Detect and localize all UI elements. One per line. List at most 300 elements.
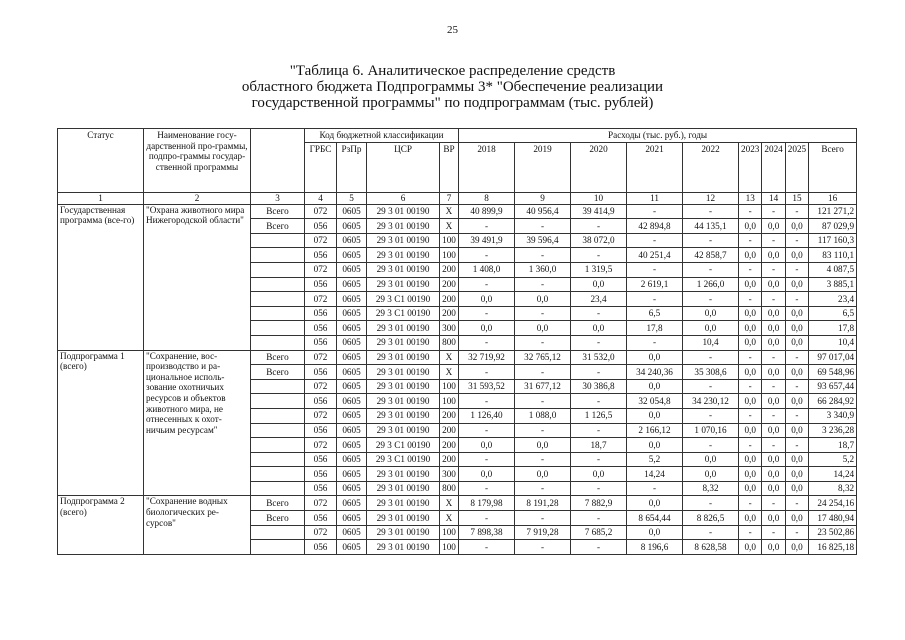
year-value-cell: - [459,394,515,409]
year-value-cell: - [683,379,739,394]
rzpr-cell: 0605 [337,277,367,292]
column-number: 2 [144,192,251,204]
year-value-cell: 0,0 [762,511,785,526]
column-number: 5 [337,192,367,204]
vr-cell: 100 [440,379,459,394]
header-year: 2019 [515,142,571,192]
year-value-cell: - [515,335,571,350]
year-value-cell: - [627,292,683,307]
year-value-cell: - [739,525,762,540]
year-value-cell: - [459,248,515,263]
header-name: Наименование госу-дарственной про-граммы, подпро-граммы государ-ственной программы [144,129,251,193]
year-value-cell: - [459,481,515,496]
year-value-cell: 7 685,2 [571,525,627,540]
year-value-cell: - [762,262,785,277]
rzpr-cell: 0605 [337,438,367,453]
vr-cell: 800 [440,335,459,350]
year-value-cell: 0,0 [785,365,808,380]
header-year: 2022 [683,142,739,192]
total-cell: 17,8 [809,321,857,336]
grbs-cell: 072 [305,292,337,307]
year-value-cell: - [762,233,785,248]
year-value-cell: 0,0 [762,467,785,482]
year-value-cell: - [515,511,571,526]
column-number: 9 [515,192,571,204]
csr-cell: 29 3 С1 00190 [367,438,440,453]
csr-cell: 29 3 01 00190 [367,525,440,540]
type-cell [251,233,305,248]
year-value-cell: 0,0 [762,277,785,292]
csr-cell: 29 3 01 00190 [367,233,440,248]
rzpr-cell: 0605 [337,394,367,409]
year-value-cell: 17,8 [627,321,683,336]
year-value-cell: 40 956,4 [515,204,571,219]
rzpr-cell: 0605 [337,452,367,467]
year-value-cell: 32 054,8 [627,394,683,409]
year-value-cell: - [739,496,762,511]
year-value-cell: 0,0 [762,335,785,350]
year-value-cell: - [683,350,739,365]
vr-cell: 800 [440,481,459,496]
rzpr-cell: 0605 [337,219,367,234]
vr-cell: X [440,496,459,511]
year-value-cell: 0,0 [785,219,808,234]
column-number: 8 [459,192,515,204]
table-body [58,204,857,554]
csr-cell: 29 3 01 00190 [367,467,440,482]
grbs-cell: 056 [305,365,337,380]
year-value-cell: 0,0 [785,248,808,263]
year-value-cell: - [683,292,739,307]
column-number: 4 [305,192,337,204]
title-line-3: государственной программы" по подпрограммам (тыс. рублей) [251,95,654,111]
csr-cell: 29 3 01 00190 [367,481,440,496]
year-value-cell: - [785,262,808,277]
vr-cell: 100 [440,540,459,555]
header-year: 2025 [785,142,808,192]
year-value-cell: - [785,233,808,248]
year-value-cell: - [762,350,785,365]
rzpr-cell: 0605 [337,204,367,219]
page-number: 25 [447,24,458,36]
year-value-cell: - [515,423,571,438]
year-value-cell: 0,0 [683,452,739,467]
year-value-cell: 0,0 [762,365,785,380]
year-value-cell: 1 360,0 [515,262,571,277]
csr-cell: 29 3 01 00190 [367,379,440,394]
status-cell: Государственная программа (все-го) [58,204,144,350]
total-cell: 17 480,94 [809,511,857,526]
year-value-cell: - [739,438,762,453]
year-value-cell: - [739,292,762,307]
year-value-cell: 30 386,8 [571,379,627,394]
year-value-cell: - [785,379,808,394]
year-value-cell: 0,0 [515,292,571,307]
header-status: Статус [58,129,144,193]
rzpr-cell: 0605 [337,292,367,307]
year-value-cell: - [762,292,785,307]
year-value-cell: 0,0 [762,423,785,438]
rzpr-cell: 0605 [337,423,367,438]
type-cell [251,262,305,277]
year-value-cell: 0,0 [785,467,808,482]
year-value-cell: - [571,511,627,526]
year-value-cell: 1 070,16 [683,423,739,438]
rzpr-cell: 0605 [337,511,367,526]
rzpr-cell: 0605 [337,335,367,350]
year-value-cell: 0,0 [459,467,515,482]
vr-cell: 200 [440,452,459,467]
year-value-cell: - [683,233,739,248]
year-value-cell: - [785,350,808,365]
year-value-cell: 0,0 [627,496,683,511]
year-value-cell: - [515,248,571,263]
year-value-cell: 0,0 [739,365,762,380]
year-value-cell: - [762,525,785,540]
grbs-cell: 072 [305,350,337,365]
vr-cell: X [440,350,459,365]
year-value-cell: - [762,204,785,219]
year-value-cell: - [683,525,739,540]
year-value-cell: - [785,204,808,219]
vr-cell: 200 [440,423,459,438]
year-value-cell: 0,0 [785,540,808,555]
rzpr-cell: 0605 [337,481,367,496]
year-value-cell: 0,0 [739,452,762,467]
year-value-cell: - [762,379,785,394]
year-value-cell: 8 654,44 [627,511,683,526]
header-bk-code: Код бюджетной классификации [305,129,459,143]
type-cell [251,394,305,409]
csr-cell: 29 3 01 00190 [367,408,440,423]
vr-cell: 200 [440,277,459,292]
year-value-cell: 34 240,36 [627,365,683,380]
rzpr-cell: 0605 [337,467,367,482]
column-number: 14 [762,192,785,204]
rzpr-cell: 0605 [337,408,367,423]
rzpr-cell: 0605 [337,306,367,321]
year-value-cell: 0,0 [515,321,571,336]
year-value-cell: 0,0 [571,467,627,482]
year-value-cell: 40 251,4 [627,248,683,263]
header-year: 2023 [739,142,762,192]
column-number: 7 [440,192,459,204]
program-name-cell: "Охрана животного мира Нижегородской области" [144,204,251,350]
rzpr-cell: 0605 [337,248,367,263]
total-cell: 3 340,9 [809,408,857,423]
csr-cell: 29 3 01 00190 [367,204,440,219]
csr-cell: 29 3 01 00190 [367,394,440,409]
header-rzpr: РзПр [337,142,367,192]
header-year: 2024 [762,142,785,192]
total-cell: 3 885,1 [809,277,857,292]
status-cell: Подпрограмма 2 (всего) [58,496,144,554]
year-value-cell: 0,0 [571,321,627,336]
year-value-cell: 0,0 [459,292,515,307]
year-value-cell: - [627,233,683,248]
csr-cell: 29 3 01 00190 [367,321,440,336]
total-cell: 69 548,96 [809,365,857,380]
grbs-cell: 056 [305,481,337,496]
year-value-cell: 34 230,12 [683,394,739,409]
year-value-cell: - [785,525,808,540]
vr-cell: 300 [440,467,459,482]
year-value-cell: 0,0 [571,277,627,292]
vr-cell: 200 [440,292,459,307]
csr-cell: 29 3 01 00190 [367,335,440,350]
type-cell [251,379,305,394]
year-value-cell: 0,0 [785,277,808,292]
total-cell: 6,5 [809,306,857,321]
type-cell [251,335,305,350]
total-cell: 4 087,5 [809,262,857,277]
type-cell: Всего [251,350,305,365]
year-value-cell: - [459,511,515,526]
title-line-2: областного бюджета Подпрограммы 3* "Обеспечение реализации [241,79,664,95]
year-value-cell: - [739,379,762,394]
year-value-cell: - [785,496,808,511]
year-value-cell: - [739,408,762,423]
year-value-cell: - [515,277,571,292]
year-value-cell: 0,0 [762,481,785,496]
type-cell [251,306,305,321]
year-value-cell: 8 826,5 [683,511,739,526]
year-value-cell: - [515,481,571,496]
year-value-cell: 8 191,28 [515,496,571,511]
year-value-cell: 0,0 [515,467,571,482]
year-value-cell: - [571,335,627,350]
year-value-cell: 0,0 [739,277,762,292]
year-value-cell: 42 858,7 [683,248,739,263]
year-value-cell: 0,0 [739,481,762,496]
column-number: 6 [367,192,440,204]
year-value-cell: - [515,219,571,234]
rzpr-cell: 0605 [337,350,367,365]
year-value-cell: 0,0 [739,511,762,526]
grbs-cell: 056 [305,306,337,321]
csr-cell: 29 3 01 00190 [367,423,440,438]
year-value-cell: - [571,394,627,409]
csr-cell: 29 3 С1 00190 [367,452,440,467]
rzpr-cell: 0605 [337,379,367,394]
year-value-cell: - [515,540,571,555]
year-value-cell: 0,0 [762,452,785,467]
vr-cell: 200 [440,408,459,423]
vr-cell: 300 [440,321,459,336]
year-value-cell: - [571,248,627,263]
total-cell: 3 236,28 [809,423,857,438]
rzpr-cell: 0605 [337,525,367,540]
year-value-cell: 0,0 [785,321,808,336]
grbs-cell: 056 [305,467,337,482]
year-value-cell: 0,0 [762,321,785,336]
year-value-cell: 0,0 [739,219,762,234]
year-value-cell: 0,0 [785,481,808,496]
year-value-cell: 0,0 [627,379,683,394]
header-vr: ВР [440,142,459,192]
year-value-cell: 0,0 [785,306,808,321]
year-value-cell: - [459,306,515,321]
year-value-cell: 1 319,5 [571,262,627,277]
grbs-cell: 072 [305,525,337,540]
vr-cell: 100 [440,394,459,409]
year-value-cell: - [739,204,762,219]
year-value-cell: - [683,204,739,219]
year-value-cell: - [627,262,683,277]
year-value-cell: - [571,452,627,467]
year-value-cell: - [571,306,627,321]
year-value-cell: - [571,219,627,234]
year-value-cell: - [762,438,785,453]
grbs-cell: 056 [305,394,337,409]
year-value-cell: 8 179,98 [459,496,515,511]
year-value-cell: - [515,452,571,467]
year-value-cell: - [459,219,515,234]
year-value-cell: - [459,540,515,555]
rzpr-cell: 0605 [337,262,367,277]
program-name-cell: "Сохранение водных биологических ре-сурсов" [144,496,251,554]
total-cell: 121 271,2 [809,204,857,219]
year-value-cell: - [459,365,515,380]
year-value-cell: - [459,452,515,467]
column-number: 11 [627,192,683,204]
column-number: 13 [739,192,762,204]
year-value-cell: 18,7 [571,438,627,453]
total-cell: 117 160,3 [809,233,857,248]
year-value-cell: 42 894,8 [627,219,683,234]
year-value-cell: 31 532,0 [571,350,627,365]
year-value-cell: - [785,292,808,307]
year-value-cell: 8 196,6 [627,540,683,555]
total-cell: 97 017,04 [809,350,857,365]
year-value-cell: 2 166,12 [627,423,683,438]
grbs-cell: 072 [305,379,337,394]
year-value-cell: - [515,306,571,321]
year-value-cell: 35 308,6 [683,365,739,380]
year-value-cell: 0,0 [739,321,762,336]
rzpr-cell: 0605 [337,321,367,336]
year-value-cell: 10,4 [683,335,739,350]
year-value-cell: - [571,423,627,438]
year-value-cell: 7 882,9 [571,496,627,511]
type-cell [251,452,305,467]
table-row [58,350,857,365]
csr-cell: 29 3 01 00190 [367,219,440,234]
year-value-cell: 0,0 [627,438,683,453]
year-value-cell: 0,0 [785,335,808,350]
year-value-cell: - [571,481,627,496]
year-value-cell: 0,0 [459,438,515,453]
vr-cell: X [440,365,459,380]
rzpr-cell: 0605 [337,365,367,380]
year-value-cell: - [459,335,515,350]
year-value-cell: 32 765,12 [515,350,571,365]
grbs-cell: 056 [305,248,337,263]
column-number: 1 [58,192,144,204]
year-value-cell: 0,0 [739,423,762,438]
budget-table [57,128,857,555]
year-value-cell: 31 677,12 [515,379,571,394]
header-year: 2021 [627,142,683,192]
grbs-cell: 056 [305,321,337,336]
column-number: 3 [251,192,305,204]
table-row [58,496,857,511]
grbs-cell: 056 [305,335,337,350]
year-value-cell: - [683,496,739,511]
year-value-cell: - [571,540,627,555]
year-value-cell: - [627,335,683,350]
grbs-cell: 056 [305,540,337,555]
total-cell: 14,24 [809,467,857,482]
total-cell: 23 502,86 [809,525,857,540]
status-cell: Подпрограмма 1 (всего) [58,350,144,496]
year-value-cell: - [571,365,627,380]
year-value-cell: 7 898,38 [459,525,515,540]
type-cell: Всего [251,204,305,219]
year-value-cell: - [627,204,683,219]
year-value-cell: 7 919,28 [515,525,571,540]
year-value-cell: 0,0 [515,438,571,453]
column-number-row [58,192,857,204]
year-value-cell: 23,4 [571,292,627,307]
year-value-cell: 0,0 [739,394,762,409]
grbs-cell: 072 [305,233,337,248]
total-cell: 18,7 [809,438,857,453]
csr-cell: 29 3 С1 00190 [367,306,440,321]
year-value-cell: 0,0 [627,408,683,423]
year-value-cell: 32 719,92 [459,350,515,365]
title-line-1: "Таблица 6. Аналитическое распределение средств [289,63,616,79]
csr-cell: 29 3 С1 00190 [367,292,440,307]
year-value-cell: - [515,365,571,380]
total-cell: 93 657,44 [809,379,857,394]
vr-cell: X [440,219,459,234]
type-cell [251,467,305,482]
year-value-cell: 0,0 [683,467,739,482]
csr-cell: 29 3 01 00190 [367,540,440,555]
total-cell: 83 110,1 [809,248,857,263]
type-cell [251,423,305,438]
column-number: 15 [785,192,808,204]
csr-cell: 29 3 01 00190 [367,277,440,292]
table-row [58,204,857,219]
header-grbs: ГРБС [305,142,337,192]
vr-cell: X [440,204,459,219]
column-number: 16 [809,192,857,204]
vr-cell: 100 [440,525,459,540]
total-cell: 24 254,16 [809,496,857,511]
year-value-cell: 0,0 [459,321,515,336]
year-value-cell: 14,24 [627,467,683,482]
total-cell: 8,32 [809,481,857,496]
year-value-cell: 1 088,0 [515,408,571,423]
year-value-cell: 0,0 [762,540,785,555]
type-cell [251,540,305,555]
year-value-cell: 38 072,0 [571,233,627,248]
type-cell [251,525,305,540]
year-value-cell: 0,0 [739,467,762,482]
year-value-cell: 0,0 [683,306,739,321]
vr-cell: 200 [440,438,459,453]
year-value-cell: 1 266,0 [683,277,739,292]
year-value-cell: - [627,481,683,496]
total-cell: 66 284,92 [809,394,857,409]
year-value-cell: - [739,350,762,365]
year-value-cell: - [459,423,515,438]
program-name-cell: "Сохранение, вос-производство и ра-циональное исполь-зование охотничьих ресурсов и объектов животного мира, не отнесенных к охот-ничьим ресурсам" [144,350,251,496]
year-value-cell: - [739,233,762,248]
year-value-cell: 0,0 [739,335,762,350]
